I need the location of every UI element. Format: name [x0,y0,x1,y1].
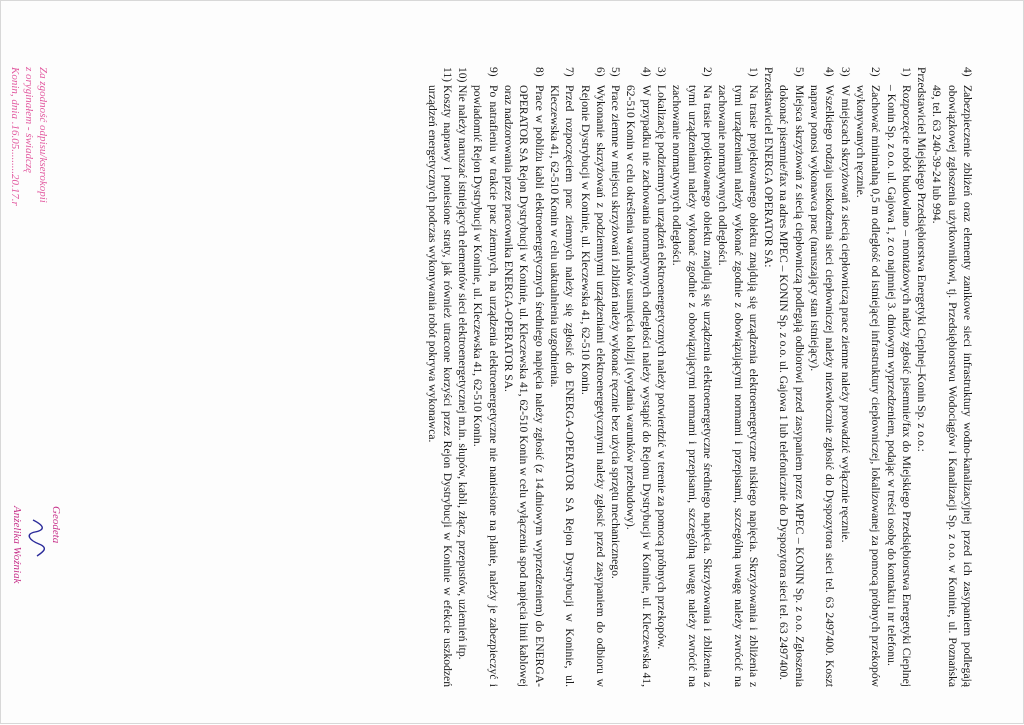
item-number: 5) [609,67,623,77]
item-number: 8) [532,67,546,77]
list-item [470,67,501,687]
mpec-list [776,67,914,687]
item-text: Koszty naprawy i poniesione straty, jak również utracone korzyści przez Rejon Dystrybucji w Koninie w efekcie uszkodzeń urządzeń energetycznych podczas wykonywania robót pokrywa wykonawca. [425,85,454,687]
list-item [547,67,578,687]
item-text: Przed rozpoczęciem prac ziemnych należy się zgłosić do ENERGA-OPERATOR SA Rejon Dystrybucji w Koninie, ul. Kleczewska 41, 62-510 Konin w celu uaktualnienia uzgodnienia. [547,85,577,687]
list-item [929,67,975,687]
list-item [669,67,715,687]
item-number: 4) [639,67,653,77]
item-number: 4) [961,67,974,77]
item-text: Na trasie projektowanego obiektu znajdują się urządzenia elektroenergetyczne niskiego napięcia. Skrzyżowania i zbliżenia z tymi urządzeniami należy wykonać zgodnie z obowiązującymi normami i przepisami, szczególną uwagę należy zwrócić na zachowanie normatywnych odległości. [716,85,760,687]
document-page [1,1,1024,725]
item-number: 5) [792,67,806,77]
item-text: Wszelkiego rodzaju uszkodzenia sieci ciepłowniczej należy niezwłocznie zgłosić do Dyspozytora sieci tel. 63 2497400. Koszt napraw ponosi wykonawca prac (naruszający stan istniejący). [808,85,837,687]
stamp-line: z oryginałem - świadczę [23,67,35,174]
item-number: 11) [440,67,454,83]
item-number: 6) [593,67,607,77]
item-text: Zachować minimalną 0,5 m odległość od istniejącej infrastruktury ciepłowniczej, lokalizowanej za pomocą próbnych przekopów wykonywanych ręcznie. [853,85,883,687]
item-text: W przypadku nie zachowania normatywnych odległości należy wystąpić do Rejonu Dystrybucji w Koninie, ul. Kleczewska 41, 62-510 Konin w celu określenia warunków usunięcia kolizji (wydania warunków przebudowy). [624,85,653,687]
item-number: 2) [700,67,714,77]
list-item [577,67,608,687]
energa-list [424,67,761,687]
list-item [853,67,884,687]
item-number: 9) [486,67,500,77]
list-item [501,67,547,687]
stamp-line: Za zgodność odpisu/kserokopii [37,67,49,203]
list-item [608,67,623,687]
item-text: Rozpoczęcie robót budowlano – montażowych należy zgłosić pisemnie/fax do Miejskiego Przedsiębiorstwa Energetyki Cieplnej – Konin Sp. z o.o. ul. Gajowa 1, z co najmniej 3. dniowym wyprzedzeniem, podając w treści osobę do kontaktu i nr telefonu. [884,85,913,687]
item-text: Nie należy naruszać istniejących elementów sieci elektroenergetycznej m.in. słupów, kabli, złącz, przepustów, uziemień itp. [456,85,470,660]
item-number: 3) [838,67,852,77]
item-text: Na trasie projektowanego obiektu znajdują się urządzenia elektroenergetyczne średniego napięcia. Skrzyżowania i zbliżenia z tymi urządzeniami należy wykonać zgodnie z obowiązującymi normami i przepisami, szczególną uwagę należy zwrócić na zachowanie normatywnych odległości. [670,85,714,687]
list-item [424,67,455,687]
item-text: Lokalizację podziemnych urządzeń elektroenergetycznych należy potwierdzić w terenie za pomocą próbnych przekopów. [655,85,669,650]
signature-stamp [10,506,63,656]
list-item [455,67,470,687]
item-text: Prace ziemne w miejscu skrzyżowań i zbliżeń należy wykonać ręcznie bez użycia sprzętu mechanicznego. [609,85,623,579]
section-heading-mpec: Przedstawiciel Miejskiego Przedsiębiorstwa Energetyki Cieplnej–Konin Sp. z o.o.: [915,67,929,452]
item-number: 1) [746,67,760,77]
list-item [776,67,807,687]
list-item [715,67,761,687]
list-item [837,67,852,687]
item-text: Wykonanie skrzyżowań z podziemnymi urządzeniami elektroenergetycznymi należy zgłosić przed zasypaniem do odbioru w Rejonie Dystrybucji w Koninie, ul. Kleczewska 41, 62-510 Konin. [578,85,607,687]
intro-list [929,67,975,687]
stamp-name: Anżelika Woźniak [11,506,23,584]
item-number: 10) [456,67,470,83]
item-text: W miejscach skrzyżowań z siecią ciepłowniczą prace ziemne należy prowadzić wyłącznie ręcznie. [838,85,852,543]
list-item [623,67,654,687]
item-text: Prace w pobliżu kabli elektroenergetycznych średniego napięcia należy zgłosić (z 14.dniowym wyprzedzeniem) do ENERGA-OPERATOR SA Rejon Dystrybucji w Koninie, ul. Kleczewska 41, 62-510 Konin w celu wyłączenia spod napięcia linii kablowej oraz nadzorowania przez pracownika ENERGA-OPERATOR SA. [502,85,546,687]
item-number: 1) [899,67,913,77]
stamp-line: Konin, dnia .16.05.........20.17.r [9,67,21,206]
item-number: 7) [563,67,577,77]
section-heading-energa: Przedstawiciel ENERGA OPERATOR SA: [762,67,776,268]
certified-copy-stamp [8,67,50,317]
item-number: 2) [869,67,883,77]
handwritten-signature [24,518,47,656]
item-text: Po natrafieniu w trakcie prac ziemnych, na urządzenia elektroenergetyczne nie naniesione na planie, należy je zabezpieczyć i powiadomić Rejon Dystrybucji w Koninie, ul. Kleczewska 41, 62-510 Konin. [471,85,500,687]
item-text: Miejsca skrzyżowań z siecią ciepłowniczą podlegają odbiorowi przed zasypaniem przez MPEC – KONIN Sp. z o.o. Zgłoszenia dokonać pisemnie/fax na adres MPEC – KONIN Sp. z o.o. ul. Gajowa 1 lub telefonicznie do Dyspozytora sieci tel. 63 2497400. [777,85,806,687]
list-item [654,67,669,687]
list-item [807,67,838,687]
list-item [883,67,914,687]
item-text: Zabezpieczenie zbliżeń oraz elementy zanikowe sieci infrastruktury wodno-kanalizacyjnej przed ich zasypaniem podlegają obowiązkowej zgłoszenia użytkownikowi, tj. Przedsiębiorstwu Wodociągów i Kanalizacji Sp. z o.o. w Koninie, ul. Poznańska 49, tel. 63 240-39-24 lub 994. [930,85,974,687]
stamp-title: Geodeta [50,506,62,544]
item-number: 3) [655,67,669,77]
item-number: 4) [823,67,837,77]
